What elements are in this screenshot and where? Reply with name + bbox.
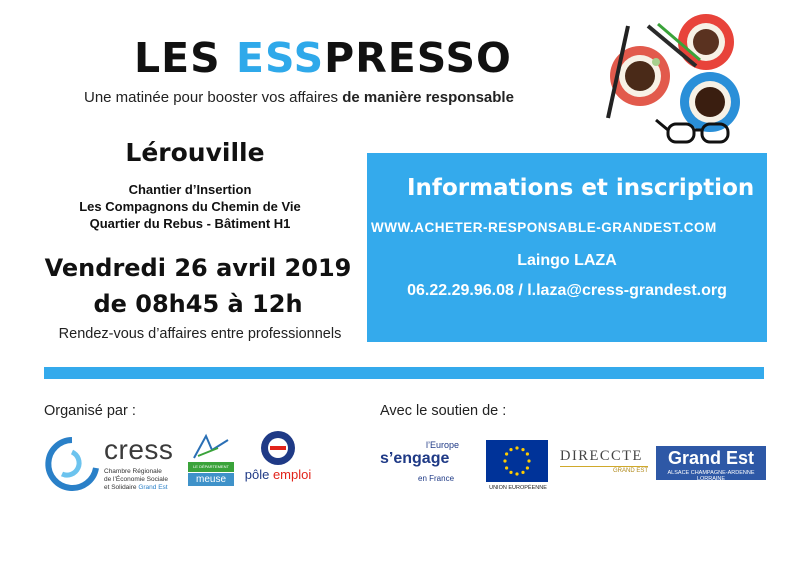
- direccte-logo: [560, 448, 648, 476]
- coffee-cups-illustration: [598, 6, 754, 150]
- title-accent: ESS: [235, 34, 325, 82]
- cress-logo: [42, 432, 174, 494]
- eu-stars-icon: [486, 440, 548, 482]
- ue-label: UNION EUROPÉENNE: [489, 485, 547, 491]
- info-title: Informations et inscription: [407, 175, 755, 201]
- info-url-link[interactable]: WWW.ACHETER-RESPONSABLE-GRANDEST.COM: [371, 220, 717, 235]
- cress-word: cress: [104, 434, 174, 465]
- grand-est-sub: ALSACE CHAMPAGNE-ARDENNE LORRAINE: [667, 470, 755, 482]
- grand-est-word: Grand Est: [667, 448, 755, 468]
- page-title: [134, 34, 514, 82]
- date-line2: de 08h45 à 12h: [93, 290, 303, 318]
- meuse-word: meuse: [188, 473, 234, 486]
- meuse-bird-icon: [188, 430, 234, 462]
- title-part1: LES: [134, 34, 236, 82]
- subtitle: [84, 89, 584, 106]
- europe-top: l’Europe: [426, 440, 460, 450]
- direccte-word: DIRECCTE: [560, 448, 643, 464]
- cress-swirl-icon: [42, 434, 102, 494]
- cress-region: Grand Est: [138, 484, 168, 491]
- event-date: [28, 250, 368, 322]
- rdv-text: Rendez-vous d’affaires entre professionnels: [58, 326, 342, 342]
- pole-emploi-logo: [242, 430, 314, 486]
- pole-emploi-text: [242, 467, 314, 482]
- date-line1: Vendredi 26 avril 2019: [44, 254, 352, 282]
- venue-line1: Chantier d’Insertion: [128, 182, 252, 197]
- meuse-logo: [188, 430, 234, 486]
- title-part2: PRESSO: [324, 34, 512, 82]
- europe-main: s’engage: [380, 450, 450, 467]
- supporters-label: Avec le soutien de :: [380, 403, 507, 419]
- pole-part2: emploi: [272, 467, 312, 482]
- city: Lérouville: [125, 138, 265, 167]
- venue-line3: Quartier du Rebus - Bâtiment H1: [89, 216, 291, 231]
- cress-fullname: [104, 468, 184, 492]
- info-box: [367, 153, 767, 342]
- venue: [40, 181, 340, 232]
- organizers-label: Organisé par :: [44, 403, 136, 419]
- cress-line3: et Solidaire: [104, 484, 139, 491]
- meuse-band: LE DÉPARTEMENT: [188, 462, 234, 472]
- direccte-region: GRAND EST: [560, 466, 648, 474]
- pole-emploi-icon: [258, 430, 298, 466]
- subtitle-text: Une matinée pour booster vos affaires: [84, 89, 343, 106]
- grand-est-logo: [656, 446, 766, 480]
- pole-part1: pôle: [244, 467, 273, 482]
- cress-line1: Chambre Régionale: [104, 468, 162, 475]
- cress-line2: de l’Économie Sociale: [104, 476, 168, 483]
- info-contact-name: Laingo LAZA: [517, 252, 617, 269]
- info-contact-details[interactable]: 06.22.29.96.08 / l.laza@cress-grandest.org: [407, 282, 727, 299]
- europe-engage-logo: [380, 440, 464, 486]
- europe-bottom: en France: [418, 474, 455, 483]
- divider: [44, 367, 764, 379]
- subtitle-bold: de manière responsable: [342, 89, 514, 106]
- venue-line2: Les Compagnons du Chemin de Vie: [79, 199, 301, 214]
- union-europeenne-logo: [486, 440, 550, 494]
